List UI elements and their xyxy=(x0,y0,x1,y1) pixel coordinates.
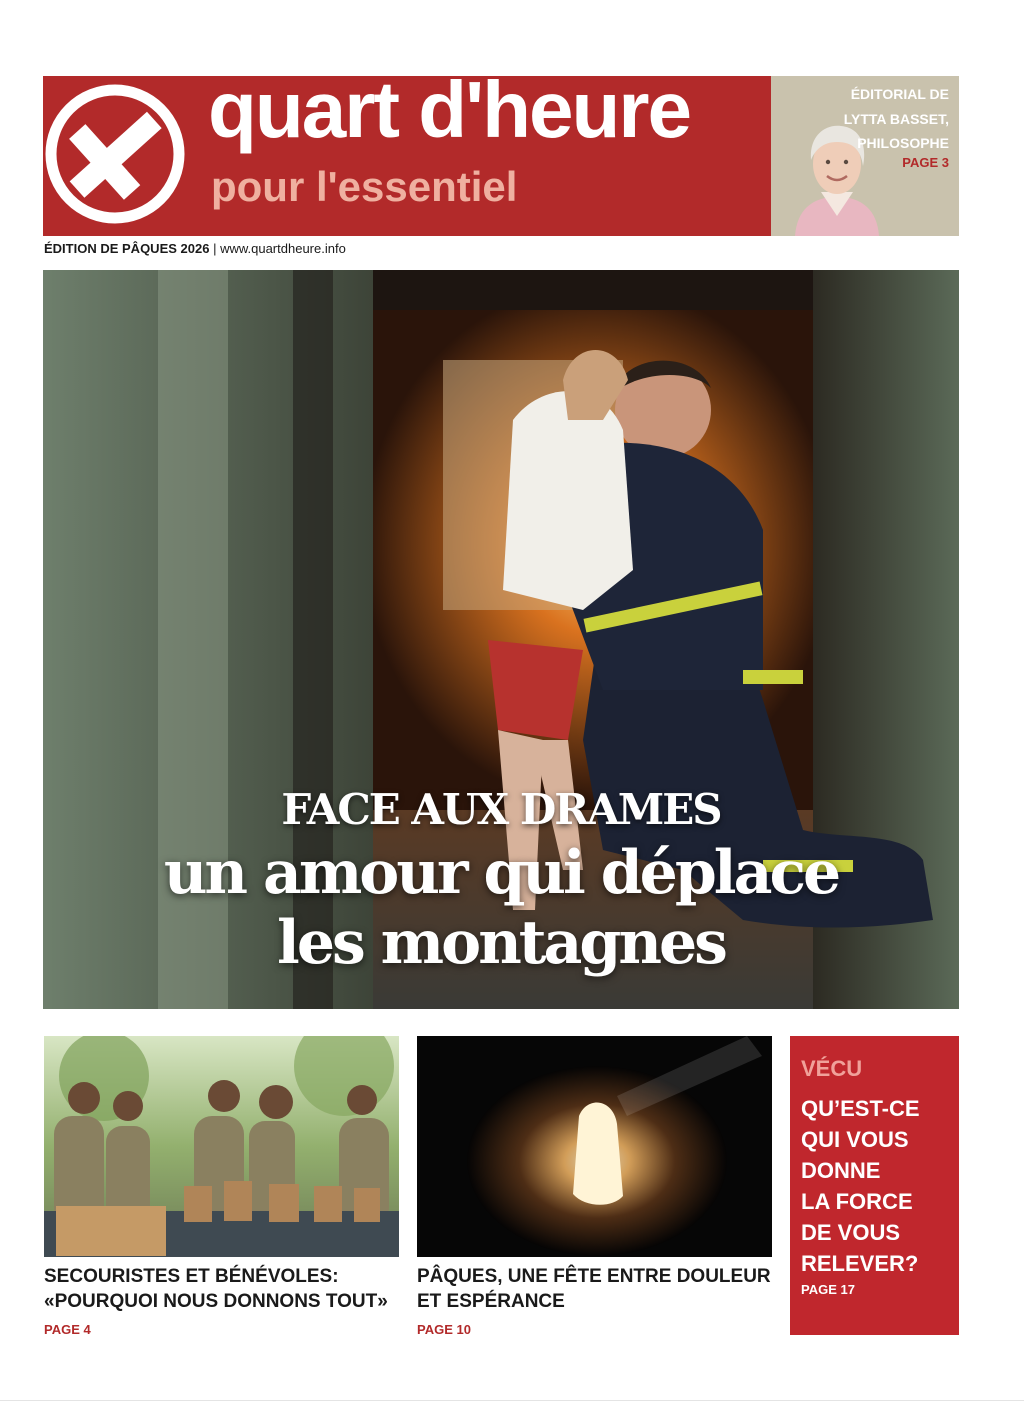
vecu-line: LA FORCE xyxy=(801,1189,913,1214)
story-easter[interactable] xyxy=(417,1264,771,1337)
story-easter-page-ref: PAGE 10 xyxy=(417,1322,471,1337)
story-volunteers-title-line-2: «POURQUOI NOUS DONNONS TOUT» xyxy=(44,1291,388,1312)
page-bottom-divider xyxy=(0,1400,1024,1401)
story-easter-title-line-2: ET ESPÉRANCE xyxy=(417,1291,565,1312)
editorial-line-2: LYTTA BASSET, xyxy=(843,111,949,127)
clock-cross-logo-icon xyxy=(43,76,203,236)
editorial-page-ref: PAGE 3 xyxy=(902,155,949,170)
vecu-page-ref: PAGE 17 xyxy=(801,1282,855,1297)
masthead-title: quart d'heure xyxy=(208,76,690,154)
vecu-line: RELEVER? xyxy=(801,1251,919,1276)
empty-tomb-light-icon xyxy=(417,1036,772,1257)
story-easter-photo[interactable] xyxy=(417,1036,772,1257)
vecu-line: QU’EST-CE xyxy=(801,1096,920,1121)
story-easter-title-line-1: PÂQUES, UNE FÊTE ENTRE DOULEUR xyxy=(417,1266,771,1287)
vecu-question xyxy=(801,1093,956,1279)
edition-label: ÉDITION DE PÂQUES 2026 xyxy=(44,241,210,256)
story-volunteers-title-line-1: SECOURISTES ET BÉNÉVOLES: xyxy=(44,1266,339,1287)
hero-story[interactable] xyxy=(43,270,959,1009)
vecu-line: QUI VOUS xyxy=(801,1127,909,1152)
editorial-line-3: PHILOSOPHE xyxy=(857,135,949,151)
story-volunteers[interactable] xyxy=(44,1264,388,1337)
edition-url[interactable]: www.quartdheure.info xyxy=(220,241,346,256)
edition-line xyxy=(44,241,346,256)
hero-kicker: FACE AUX DRAMES xyxy=(281,785,721,834)
vecu-line: DONNE xyxy=(801,1158,881,1183)
editorial-line-1: ÉDITORIAL DE xyxy=(850,86,949,102)
edition-separator: | xyxy=(209,241,221,256)
masthead xyxy=(43,76,771,236)
masthead-subtitle: pour l'essentiel xyxy=(211,163,518,210)
story-volunteers-page-ref: PAGE 4 xyxy=(44,1322,91,1337)
hero-headline xyxy=(43,838,959,978)
hero-headline-line-1: un amour qui déplace xyxy=(163,838,839,908)
vecu-label: VÉCU xyxy=(801,1056,863,1081)
hero-headline-line-2: les montagnes xyxy=(277,908,725,978)
story-volunteers-photo[interactable] xyxy=(44,1036,399,1257)
editorial-text xyxy=(799,82,949,172)
volunteers-photo-icon xyxy=(44,1036,399,1257)
vecu-teaser[interactable] xyxy=(790,1036,959,1335)
editorial-teaser[interactable] xyxy=(771,76,959,236)
vecu-line: DE VOUS xyxy=(801,1220,901,1245)
